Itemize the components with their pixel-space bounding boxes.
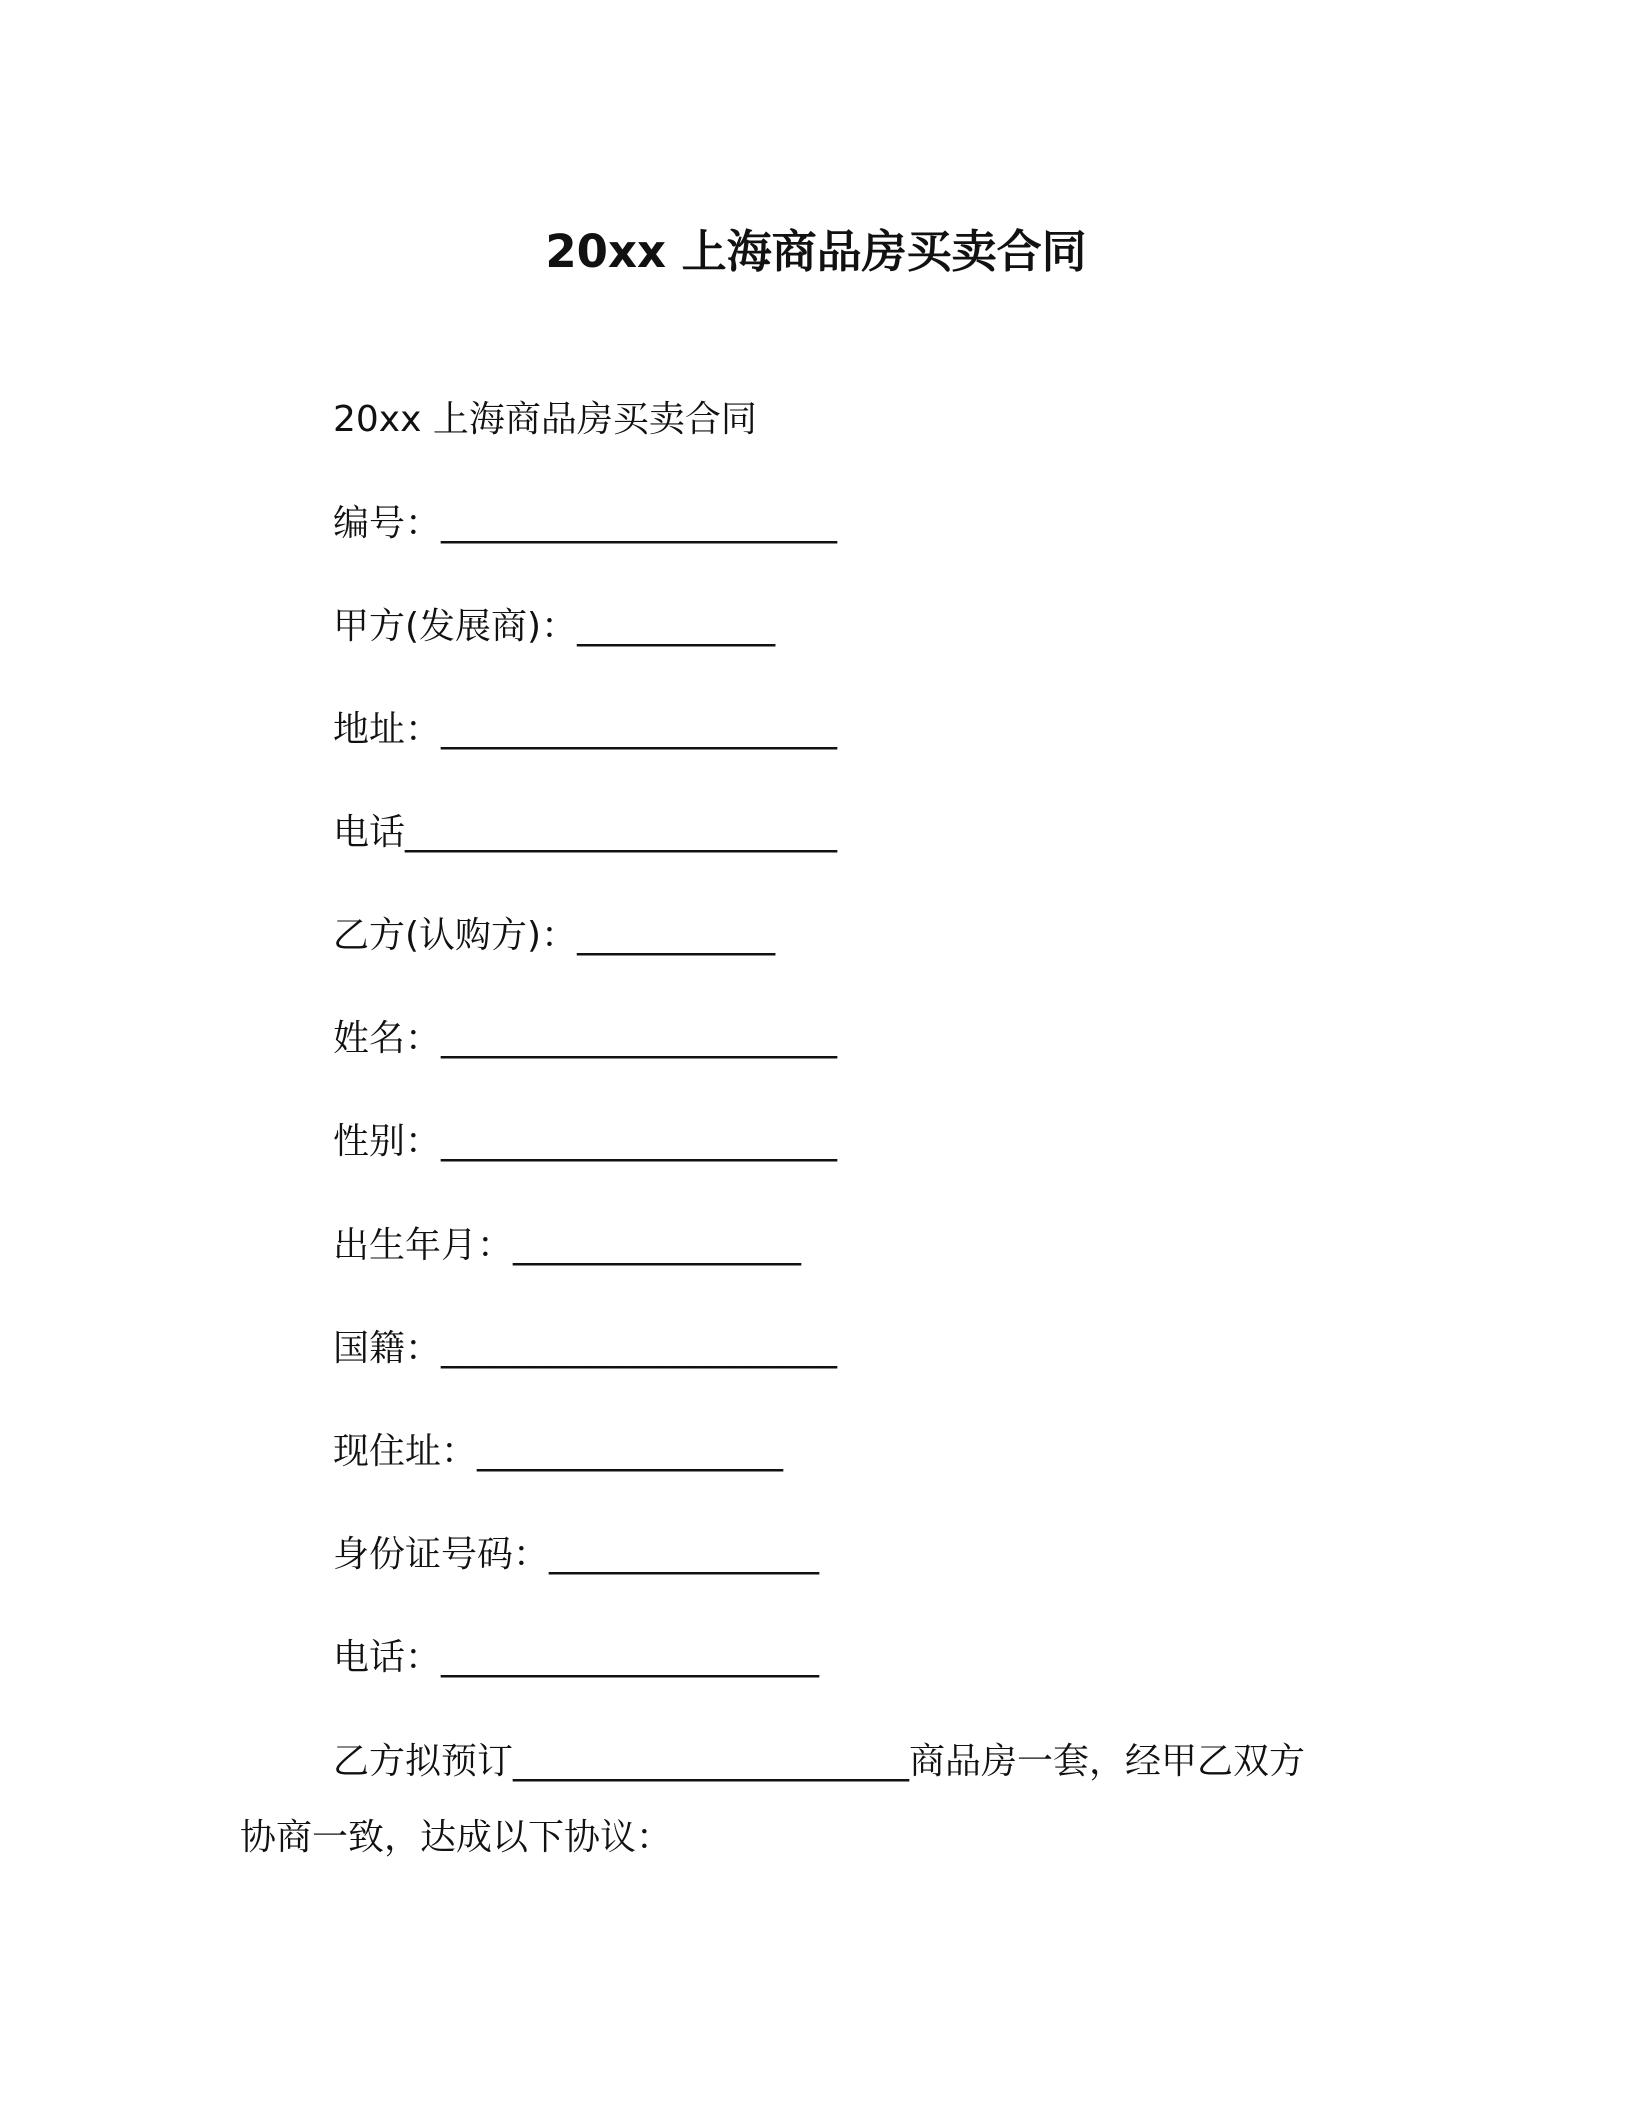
field-blank: ______________________ (441, 503, 838, 544)
field-blank: ________________________ (405, 812, 838, 853)
field-label: 电话 (333, 812, 406, 853)
field-phone-a (333, 809, 837, 857)
field-contract-number (333, 500, 837, 548)
field-blank: ___________ (577, 915, 776, 956)
field-label: 地址： (333, 709, 442, 750)
field-birth-date (333, 1222, 801, 1270)
field-label: 出生年月： (333, 1225, 514, 1266)
document-subtitle: 20xx 上海商品房买卖合同 (333, 399, 757, 440)
agreement-line-1: 乙方拟预订______________________商品房一套，经甲乙双方 (333, 1741, 1306, 1782)
field-label: 甲方(发展商)： (333, 606, 578, 647)
field-current-address (333, 1428, 783, 1476)
field-blank: _________________ (477, 1431, 784, 1472)
document-title: 20xx 上海商品房买卖合同 (545, 225, 1087, 278)
field-phone-b (333, 1634, 819, 1682)
field-nationality (333, 1325, 837, 1373)
field-blank: ______________________ (441, 1121, 838, 1162)
field-name (333, 1015, 837, 1063)
field-label: 编号： (333, 503, 442, 544)
field-label: 现住址： (333, 1431, 478, 1472)
field-blank: ______________________ (441, 1328, 838, 1369)
field-label: 电话： (333, 1637, 442, 1678)
field-blank: ______________________ (441, 709, 838, 750)
field-label: 乙方(认购方)： (333, 915, 578, 956)
field-blank: ______________________ (441, 1018, 838, 1059)
field-party-a (333, 603, 775, 651)
field-blank: _______________ (549, 1534, 820, 1575)
field-id-number (333, 1531, 819, 1579)
agreement-paragraph (240, 1724, 1383, 1876)
agreement-line-2: 协商一致，达成以下协议： (240, 1817, 673, 1858)
field-label: 身份证号码： (333, 1534, 550, 1575)
field-label: 姓名： (333, 1018, 442, 1059)
field-address (333, 706, 837, 754)
field-gender (333, 1118, 837, 1166)
field-blank: ________________ (513, 1225, 802, 1266)
field-blank: _____________________ (441, 1637, 820, 1678)
field-label: 国籍： (333, 1328, 442, 1369)
field-label: 性别： (333, 1121, 442, 1162)
field-blank: ___________ (577, 606, 776, 647)
field-party-b (333, 912, 775, 960)
